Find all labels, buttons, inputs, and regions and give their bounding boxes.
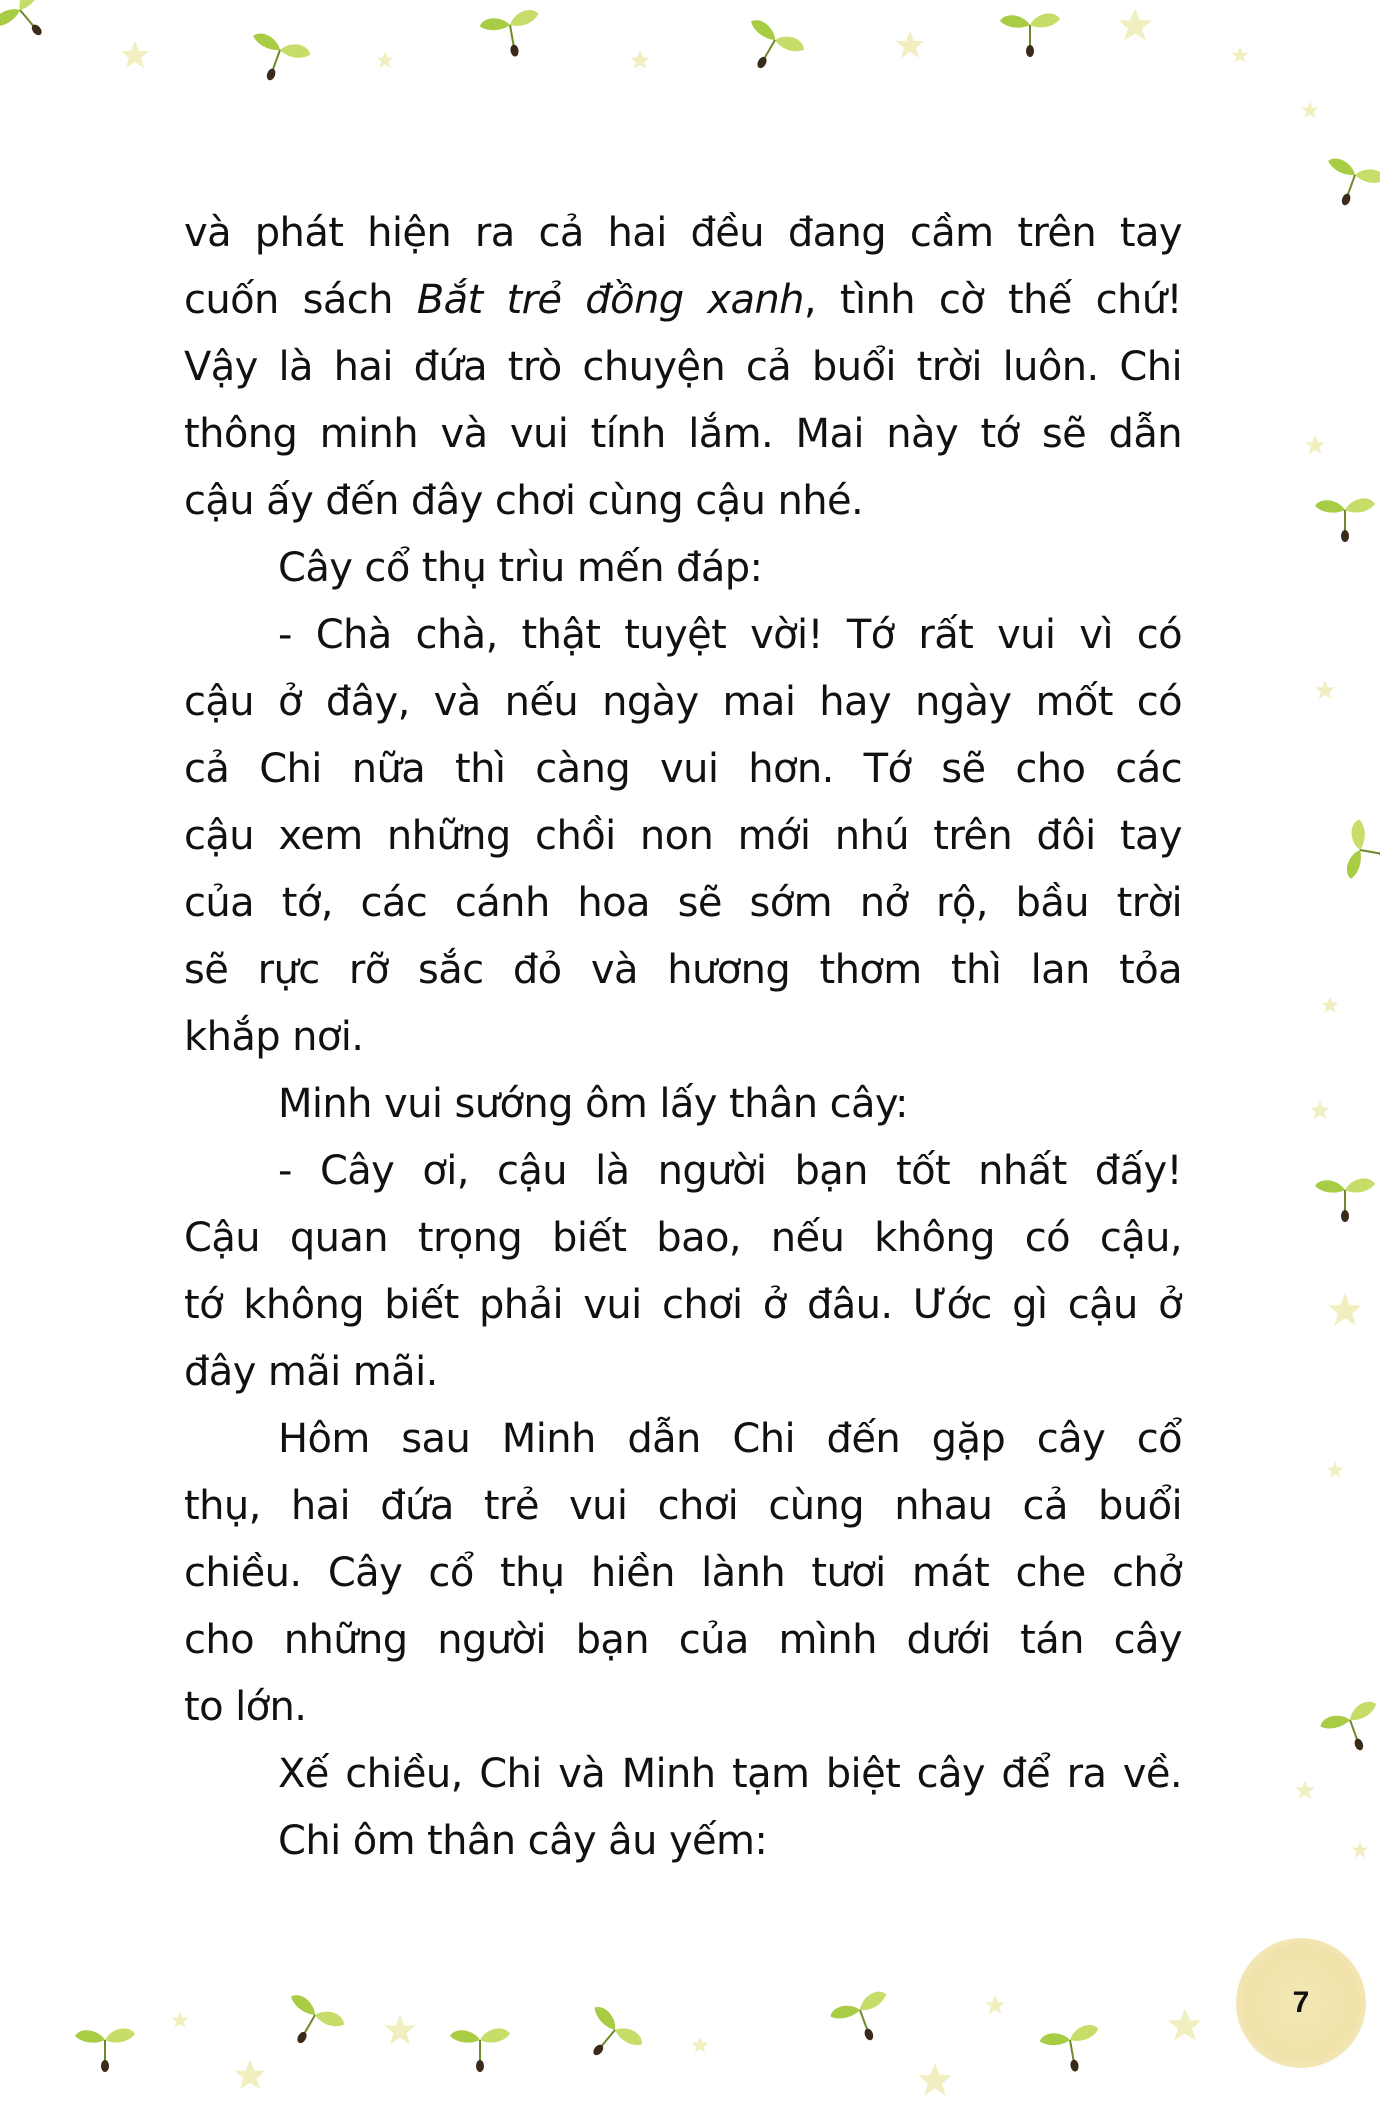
star-icon (377, 52, 394, 68)
text-span: cậu xem những chồi non mới nhú trên đôi tay (184, 813, 1182, 859)
text-line (184, 1071, 1182, 1138)
text-line (184, 334, 1182, 401)
sprout-icon (1343, 818, 1380, 885)
star-icon (1232, 47, 1249, 63)
text-span: cuốn sách (184, 277, 417, 323)
star-icon (1310, 1100, 1330, 1119)
text-line (184, 1808, 1182, 1875)
sprout-icon (241, 29, 312, 91)
sprout-icon (1318, 1699, 1380, 1761)
text-line (184, 1004, 1182, 1071)
sprout-icon (1315, 498, 1375, 542)
sprout-icon (571, 2002, 645, 2074)
star-icon (692, 2037, 709, 2053)
text-span: Cậu quan trọng biết bao, nếu không có cậu, (184, 1215, 1182, 1261)
sprout-icon (450, 2028, 510, 2072)
sprout-icon (1000, 13, 1060, 57)
star-icon (1295, 1780, 1315, 1799)
text-span: đây mãi mãi. (184, 1349, 438, 1395)
star-icon (1328, 1293, 1362, 1325)
sprout-icon (273, 1990, 347, 2058)
text-line (184, 401, 1182, 468)
star-icon (1327, 1462, 1344, 1478)
text-span: Minh vui sướng ôm lấy thân cây: (278, 1081, 908, 1127)
text-line (184, 870, 1182, 937)
star-icon (1305, 435, 1325, 454)
text-span: sẽ rực rỡ sắc đỏ và hương thơm thì lan tỏa (184, 947, 1182, 993)
text-span: cho những người bạn của mình dưới tán cây (184, 1617, 1182, 1663)
sprout-icon (75, 2028, 135, 2072)
star-icon (985, 1995, 1005, 2014)
text-span: thông minh và vui tính lắm. Mai này tớ sẽ dẫn (184, 411, 1182, 457)
text-span: tớ không biết phải vui chơi ở đâu. Ước gì cậu ở (184, 1282, 1182, 1328)
text-span: cậu ấy đến đây chơi cùng cậu nhé. (184, 478, 864, 524)
text-line (184, 1540, 1182, 1607)
star-icon (630, 50, 650, 69)
story-text (184, 200, 1182, 1875)
text-span: Hôm sau Minh dẫn Chi đến gặp cây cổ (278, 1416, 1182, 1462)
text-line (184, 267, 1182, 334)
text-line (184, 200, 1182, 267)
star-icon (1302, 102, 1319, 118)
text-span: - Chà chà, thật tuyệt vời! Tớ rất vui vì có (278, 612, 1182, 658)
sprout-icon (0, 0, 64, 54)
text-line (184, 468, 1182, 535)
text-span: của tớ, các cánh hoa sẽ sớm nở rộ, bầu trời (184, 880, 1182, 926)
text-span: - Cây ơi, cậu là người bạn tốt nhất đấy! (278, 1148, 1182, 1194)
sprout-icon (1315, 1178, 1375, 1222)
page-number: 7 (1236, 1938, 1366, 2068)
text-line (184, 1339, 1182, 1406)
text-line (184, 1138, 1182, 1205)
text-line (184, 535, 1182, 602)
text-line (184, 937, 1182, 1004)
text-line (184, 1674, 1182, 1741)
sprout-icon (1316, 154, 1380, 216)
text-line (184, 1272, 1182, 1339)
star-icon (385, 2015, 416, 2045)
text-span: Xế chiều, Chi và Minh tạm biệt cây để ra về. (278, 1751, 1182, 1797)
star-icon (1315, 680, 1335, 699)
text-span: Chi ôm thân cây âu yếm: (278, 1818, 768, 1864)
text-span: thụ, hai đứa trẻ vui chơi cùng nhau cả buổi (184, 1483, 1182, 1529)
text-line (184, 669, 1182, 736)
text-line (184, 736, 1182, 803)
star-icon (1322, 997, 1339, 1013)
text-line (184, 1205, 1182, 1272)
text-span: Cây cổ thụ trìu mến đáp: (278, 545, 763, 591)
text-line (184, 803, 1182, 870)
text-line (184, 1607, 1182, 1674)
star-icon (1118, 8, 1152, 40)
star-icon (1352, 1842, 1369, 1858)
text-span: Vậy là hai đứa trò chuyện cả buổi trời luôn. Chi (184, 344, 1182, 390)
star-icon (235, 2060, 266, 2090)
text-span: và phát hiện ra cả hai đều đang cầm trên tay (184, 210, 1182, 256)
text-span: to lớn. (184, 1684, 307, 1730)
star-icon (918, 2063, 952, 2095)
text-span: chiều. Cây cổ thụ hiền lành tươi mát che chở (184, 1550, 1182, 1596)
sprout-icon (733, 15, 807, 83)
text-span: cả Chi nữa thì càng vui hơn. Tớ sẽ cho các (184, 746, 1182, 792)
star-icon (121, 41, 149, 68)
sprout-icon (828, 1989, 899, 2051)
text-line (184, 602, 1182, 669)
star-icon (172, 2012, 189, 2028)
text-line (184, 1741, 1182, 1808)
sprout-icon (478, 8, 545, 61)
sprout-icon (1038, 2023, 1105, 2076)
text-line (184, 1473, 1182, 1540)
star-icon (1168, 2008, 1202, 2040)
text-span: cậu ở đây, và nếu ngày mai hay ngày mốt có (184, 679, 1182, 725)
book-title: Bắt trẻ đồng xanh (416, 277, 804, 323)
text-line (184, 1406, 1182, 1473)
text-span: , tình cờ thế chứ! (803, 277, 1182, 323)
text-span: khắp nơi. (184, 1014, 364, 1060)
star-icon (896, 31, 924, 58)
